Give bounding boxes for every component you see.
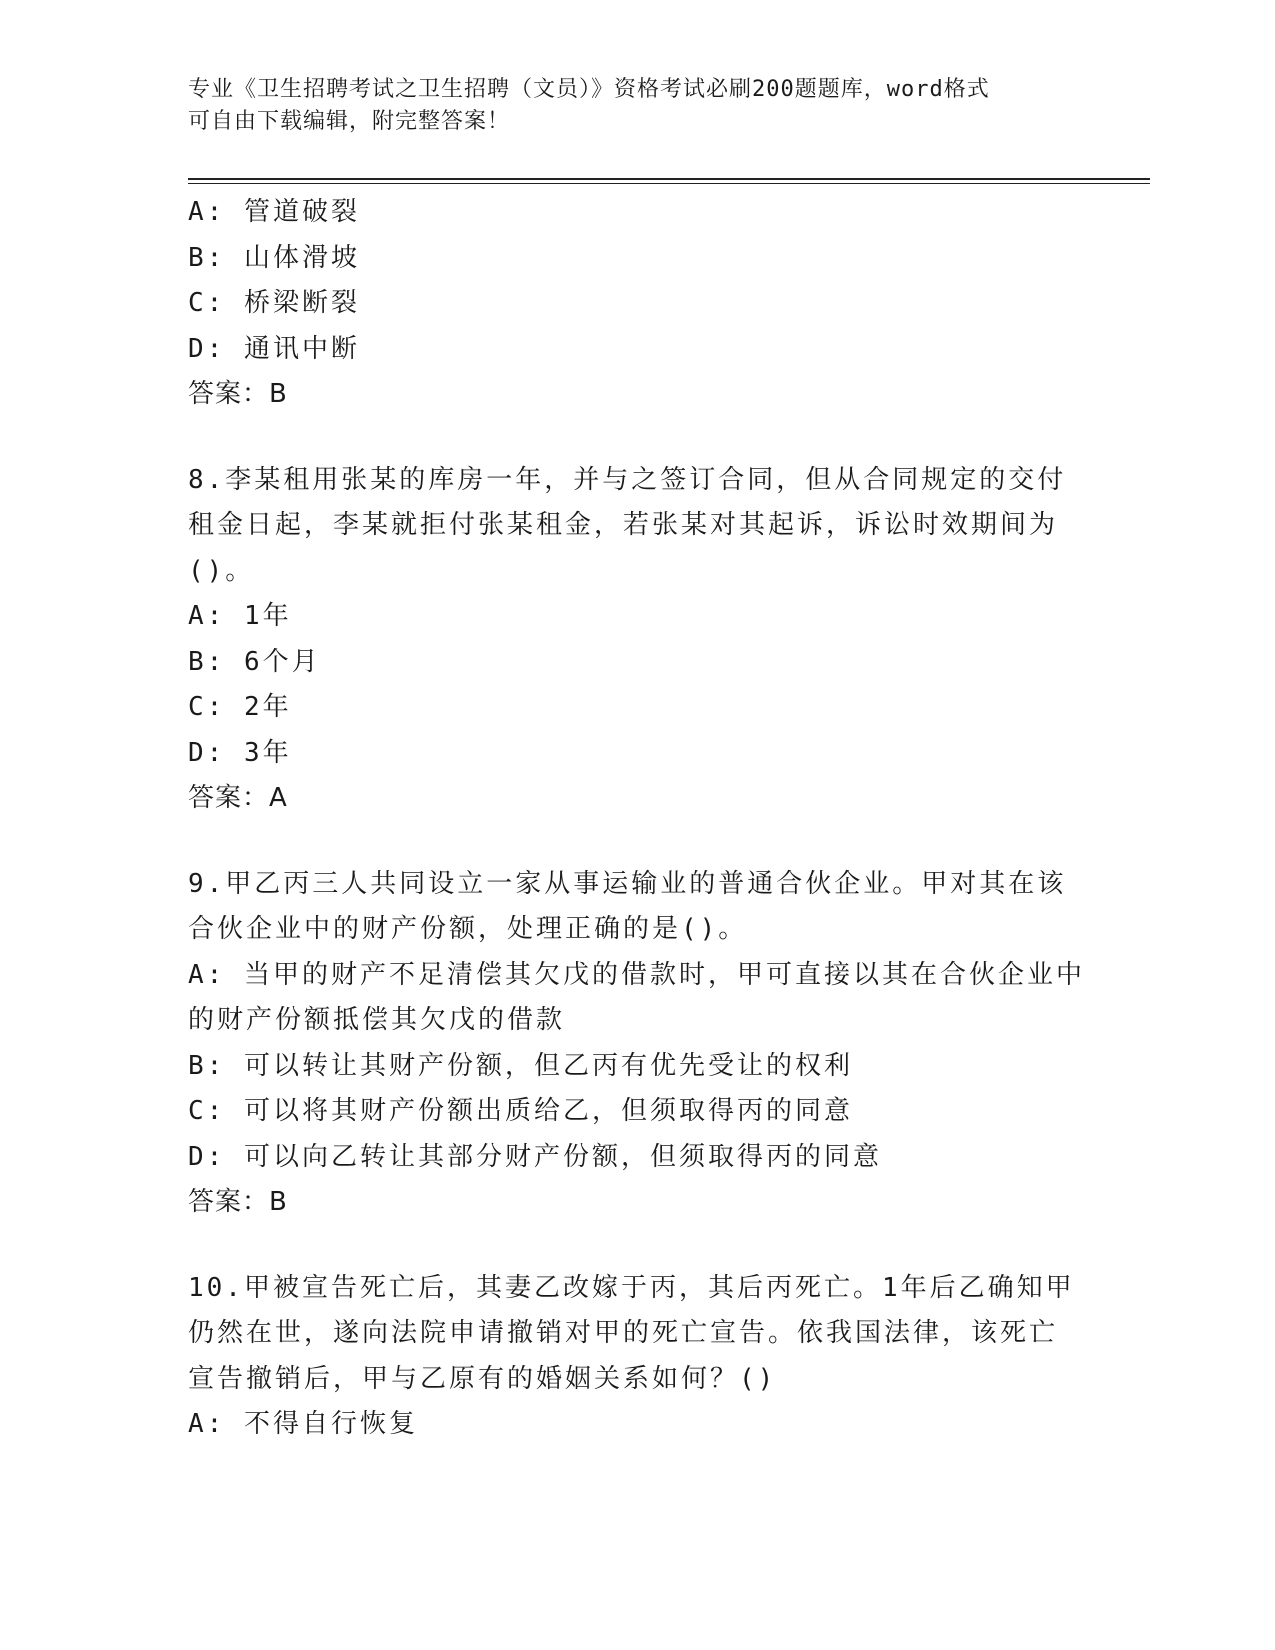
option-b: B: 可以转让其财产份额，但乙丙有优先受让的权利 [188, 1050, 853, 1081]
question-10 [188, 1266, 1088, 1448]
question-list [188, 190, 1088, 1448]
question-text-line: 合伙企业中的财产份额，处理正确的是()。 [188, 914, 748, 944]
option-b: B: 6个月 [188, 646, 321, 677]
question-text-line: 租金日起，李某就拒付张某租金，若张某对其起诉，诉讼时效期间为 [188, 510, 1059, 540]
answer: 答案：B [188, 379, 288, 409]
option-a: A: 1年 [188, 601, 292, 631]
question-text-line: 仍然在世，遂向法院申请撤销对甲的死亡宣告。依我国法律，该死亡 [188, 1318, 1059, 1348]
document-header [188, 74, 1088, 138]
option-d: D: 通讯中断 [188, 333, 360, 364]
question-8 [188, 458, 1088, 822]
option-c: C: 可以将其财产份额出质给乙，但须取得丙的同意 [188, 1096, 853, 1126]
option-a-continued: 的财产份额抵偿其欠戊的借款 [188, 1005, 566, 1035]
header-divider-thin [188, 183, 1150, 184]
option-d: D: 3年 [188, 737, 292, 768]
question-7 [188, 190, 1088, 418]
option-a: A: 管道破裂 [188, 197, 360, 227]
question-text-line: 10.甲被宣告死亡后，其妻乙改嫁于丙，其后丙死亡。1年后乙确知甲 [188, 1272, 1075, 1303]
option-c: C: 桥梁断裂 [188, 288, 360, 318]
option-c: C: 2年 [188, 692, 292, 722]
question-text-line: 宣告撤销后，甲与乙原有的婚姻关系如何？() [188, 1363, 777, 1394]
question-9 [188, 862, 1088, 1226]
answer: 答案：A [188, 783, 288, 813]
option-a: A: 当甲的财产不足清偿其欠戊的借款时，甲可直接以其在合伙企业中 [188, 959, 1085, 990]
question-text-line: 8.李某租用张某的库房一年，并与之签订合同，但从合同规定的交付 [188, 464, 1067, 495]
header-divider-thick [188, 178, 1150, 180]
header-line-2: 可自由下载编辑，附完整答案！ [188, 109, 511, 134]
option-b: B: 山体滑坡 [188, 242, 360, 273]
header-line-1: 专业《卫生招聘考试之卫生招聘（文员）》资格考试必刷200题题库，word格式 [188, 77, 990, 102]
question-text-line: ()。 [188, 555, 255, 586]
option-a: A: 不得自行恢复 [188, 1409, 418, 1439]
question-text-line: 9.甲乙丙三人共同设立一家从事运输业的普通合伙企业。甲对其在该 [188, 868, 1067, 899]
answer: 答案：B [188, 1187, 288, 1217]
option-d: D: 可以向乙转让其部分财产份额，但须取得丙的同意 [188, 1141, 882, 1172]
